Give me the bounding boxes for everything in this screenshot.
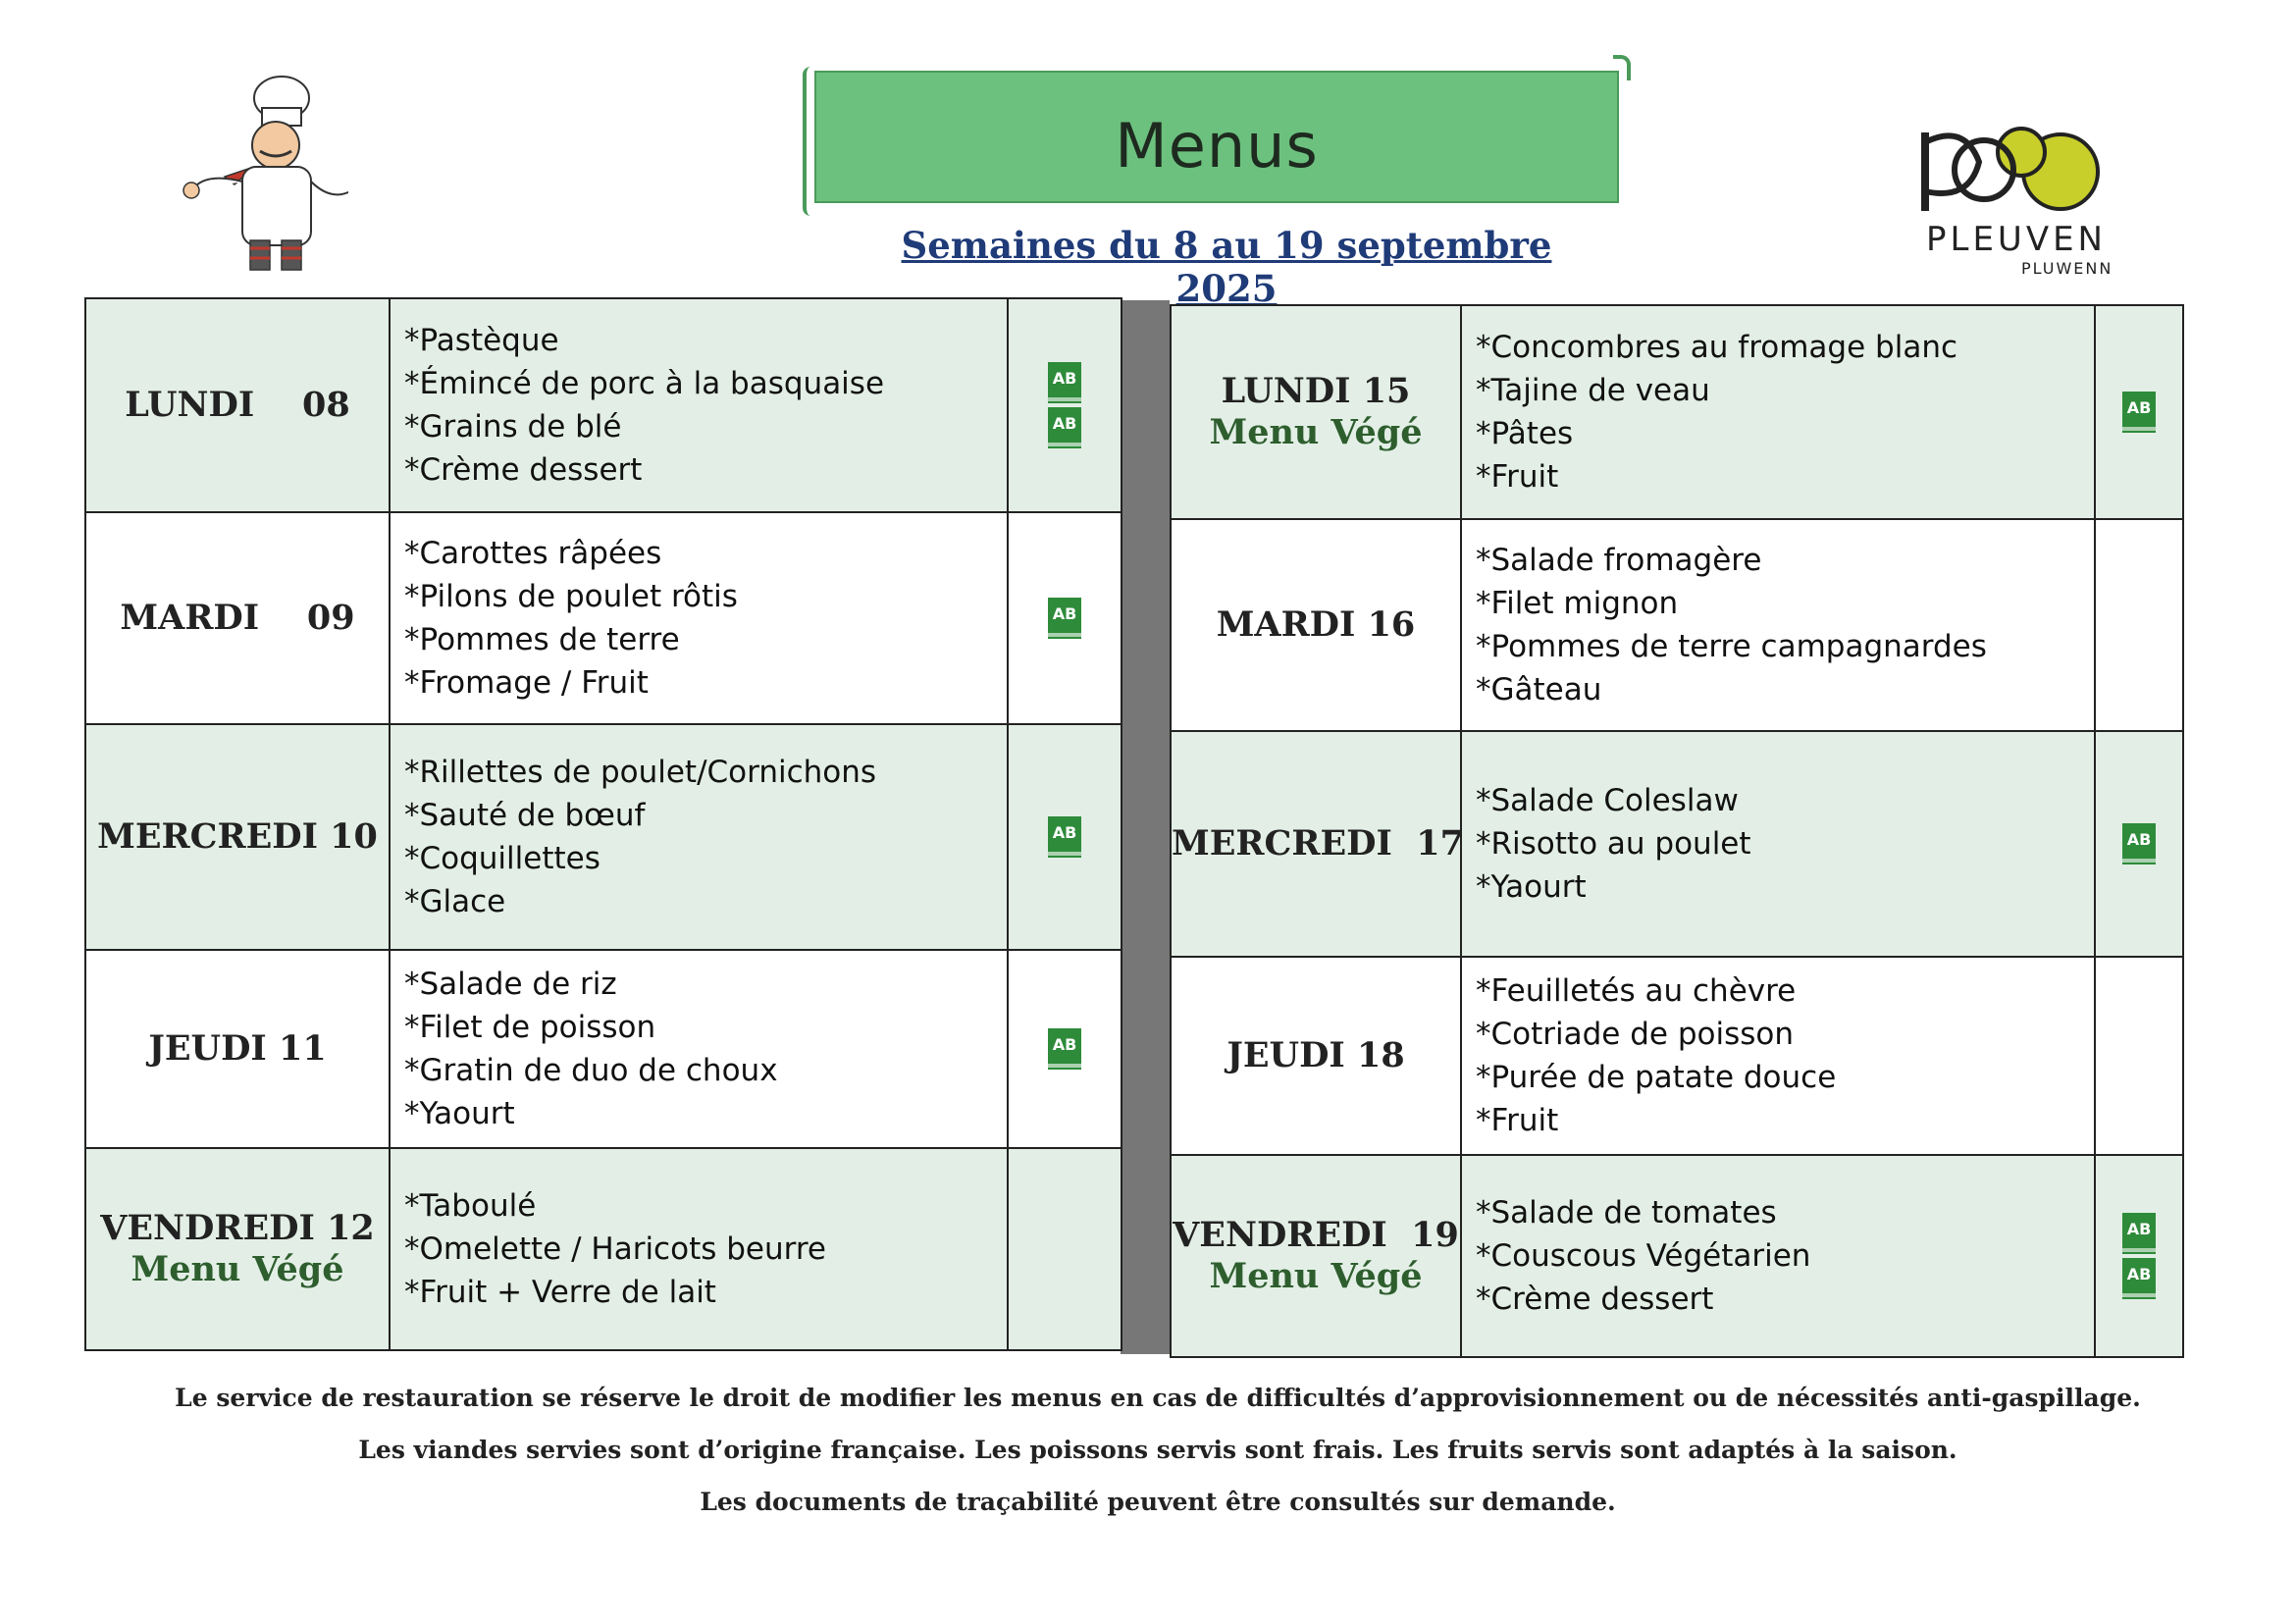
ab-organic-icon: AB <box>1048 598 1081 639</box>
dish-item: *Purée de patate douce <box>1476 1060 1837 1095</box>
bio-cell <box>1008 1148 1122 1350</box>
vege-label: Menu Végé <box>1209 412 1423 452</box>
dishes-cell <box>1461 731 2095 957</box>
dish-item: *Concombres au fromage blanc <box>1476 330 1958 365</box>
ab-organic-icon: AB <box>2122 392 2156 433</box>
day-cell <box>1171 519 1461 731</box>
dishes-cell <box>1461 305 2095 519</box>
day-cell <box>1171 957 1461 1155</box>
dish-item: *Salade de riz <box>404 967 617 1002</box>
dish-item: *Fruit <box>1476 1103 1559 1138</box>
dish-item: *Salade de tomates <box>1476 1195 1777 1230</box>
dish-item: *Cotriade de poisson <box>1476 1017 1795 1052</box>
weeks-separator <box>1121 300 1170 1354</box>
day-label: JEUDI 11 <box>148 1028 327 1069</box>
dish-item: *Rillettes de poulet/Cornichons <box>404 755 877 790</box>
dish-item: *Carottes râpées <box>404 536 662 571</box>
day-cell <box>85 512 390 724</box>
menu-day-row <box>85 724 1122 950</box>
dish-item: *Gâteau <box>1476 672 1602 707</box>
dish-item: *Couscous Végétarien <box>1476 1238 1811 1274</box>
bio-cell <box>1008 512 1122 724</box>
chef-illustration <box>172 69 348 280</box>
dishes-cell <box>1461 519 2095 731</box>
day-cell <box>85 950 390 1148</box>
day-label: MERCREDI 17 <box>1172 823 1464 864</box>
day-label: MARDI 16 <box>1216 604 1416 645</box>
dish-item: *Pommes de terre campagnardes <box>1476 629 1987 664</box>
week1-menu-table <box>84 297 1122 1351</box>
dish-item: *Fromage / Fruit <box>404 665 649 701</box>
day-cell <box>1171 305 1461 519</box>
menu-day-row <box>1171 305 2183 519</box>
week2-menu-table <box>1170 304 2184 1358</box>
menu-day-row <box>85 512 1122 724</box>
menu-day-row <box>1171 731 2183 957</box>
ab-organic-icon: AB <box>2122 823 2156 864</box>
dishes-cell <box>390 724 1008 950</box>
bio-cell <box>1008 298 1122 512</box>
bio-cell <box>2095 731 2183 957</box>
ab-organic-icon: AB <box>2122 1258 2156 1299</box>
dish-item: *Risotto au poulet <box>1476 826 1751 862</box>
bio-cell <box>2095 957 2183 1155</box>
menu-day-row <box>85 1148 1122 1350</box>
day-label: LUNDI 08 <box>125 385 350 425</box>
day-label: MARDI 09 <box>120 598 355 638</box>
bio-cell <box>2095 519 2183 731</box>
ab-organic-icon: AB <box>2122 1213 2156 1254</box>
dish-item: *Taboulé <box>404 1188 537 1224</box>
menu-day-row <box>85 298 1122 512</box>
dish-item: *Yaourt <box>1476 869 1587 905</box>
dish-item: *Émincé de porc à la basquaise <box>404 366 885 401</box>
dishes-cell <box>390 298 1008 512</box>
bio-cell <box>2095 305 2183 519</box>
dish-item: *Crème dessert <box>404 452 643 488</box>
dish-item: *Yaourt <box>404 1096 515 1131</box>
menu-day-row <box>1171 957 2183 1155</box>
day-label: VENDREDI 19 <box>1173 1215 1459 1255</box>
title-banner <box>814 71 1619 203</box>
page-subtitle: Semaines du 8 au 19 septembre 2025 <box>901 224 1552 310</box>
day-label: MERCREDI 10 <box>97 816 378 857</box>
dish-item: *Coquillettes <box>404 841 600 876</box>
dishes-cell <box>390 1148 1008 1350</box>
dish-item: *Filet mignon <box>1476 586 1679 621</box>
dish-item: *Crème dessert <box>1476 1282 1714 1317</box>
day-cell <box>1171 1155 1461 1357</box>
dish-item: *Gratin de duo de choux <box>404 1053 778 1088</box>
dish-item: *Pâtes <box>1476 416 1574 451</box>
day-label: VENDREDI 12 <box>100 1208 375 1248</box>
dish-item: *Pilons de poulet rôtis <box>404 579 738 614</box>
dishes-cell <box>390 512 1008 724</box>
dish-item: *Salade Coleslaw <box>1476 783 1739 818</box>
dish-item: *Pommes de terre <box>404 622 680 657</box>
note-line: Le service de restauration se réserve le droit de modifier les menus en cas de difficultés d’approvisionnement ou de nécessités anti-gaspillage. <box>175 1384 2141 1412</box>
ab-organic-icon: AB <box>1048 362 1081 403</box>
vege-label: Menu Végé <box>1209 1256 1423 1296</box>
dish-item: *Filet de poisson <box>404 1010 656 1045</box>
bio-cell <box>1008 950 1122 1148</box>
menu-day-row <box>85 950 1122 1148</box>
logo-subname: PLUWENN <box>2021 259 2113 278</box>
dishes-cell <box>390 950 1008 1148</box>
bio-cell <box>2095 1155 2183 1357</box>
footer-notes <box>0 1384 2296 1540</box>
dish-item: *Fruit <box>1476 459 1559 495</box>
logo-name: PLEUVEN <box>1926 220 2107 259</box>
dish-item: *Feuilletés au chèvre <box>1476 973 1797 1009</box>
page-title: Menus <box>1115 110 1319 182</box>
dish-item: *Grains de blé <box>404 409 622 445</box>
ab-organic-icon: AB <box>1048 816 1081 858</box>
dish-item: *Glace <box>404 884 506 919</box>
day-label: JEUDI 18 <box>1226 1035 1405 1075</box>
day-cell <box>1171 731 1464 957</box>
dish-item: *Tajine de veau <box>1476 373 1710 408</box>
menu-day-row <box>1171 519 2183 731</box>
ab-organic-icon: AB <box>1048 1028 1081 1070</box>
dishes-cell <box>1461 957 2095 1155</box>
day-cell <box>85 298 390 512</box>
bio-cell <box>1008 724 1122 950</box>
day-cell <box>85 724 390 950</box>
dish-item: *Omelette / Haricots beurre <box>404 1231 826 1267</box>
dish-item: *Sauté de bœuf <box>404 798 646 833</box>
dish-item: *Salade fromagère <box>1476 543 1762 578</box>
ab-organic-icon: AB <box>1048 407 1081 448</box>
note-line: Les viandes servies sont d’origine française. Les poissons servis sont frais. Les fruits servis sont adaptés à la saison. <box>358 1436 1957 1464</box>
menu-day-row <box>1171 1155 2183 1357</box>
day-label: LUNDI 15 <box>1221 371 1411 411</box>
dish-item: *Pastèque <box>404 323 559 358</box>
dish-item: *Fruit + Verre de lait <box>404 1275 716 1310</box>
day-cell <box>85 1148 390 1350</box>
dishes-cell <box>1461 1155 2095 1357</box>
banner-scroll-right <box>1613 55 1631 80</box>
note-line: Les documents de traçabilité peuvent être consultés sur demande. <box>700 1488 1616 1516</box>
vege-label: Menu Végé <box>130 1249 344 1289</box>
